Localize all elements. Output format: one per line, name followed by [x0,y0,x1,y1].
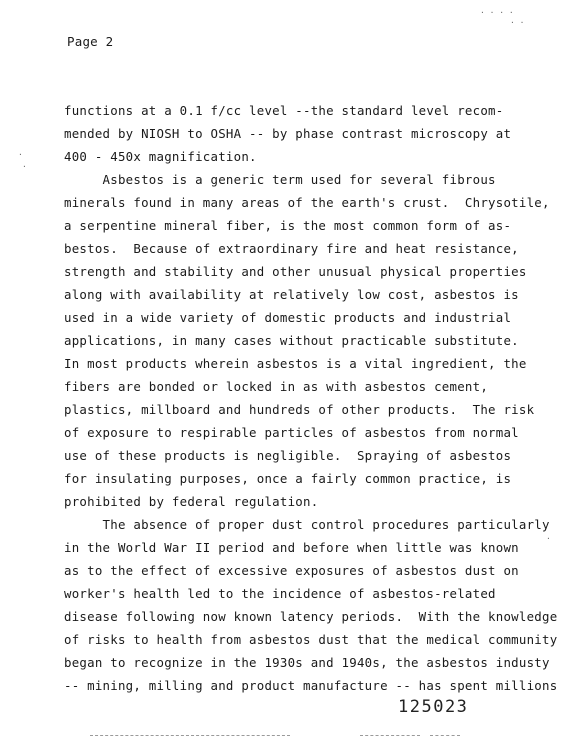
text-line: minerals found in many areas of the earth's crust. Chrysotile, [64,195,550,210]
text-line: 400 - 450x magnification. [64,149,257,164]
text-line: prohibited by federal regulation. [64,494,319,509]
body-text [64,99,558,697]
text-line: for insulating purposes, once a fairly common practice, is [64,471,512,486]
text-line: In most products wherein asbestos is a vital ingredient, the [64,356,527,371]
text-line: worker's health led to the incidence of asbestos-related [64,586,496,601]
text-line: Asbestos is a generic term used for several fibrous [64,172,496,187]
scan-bottom-rule-3 [430,735,460,736]
scan-speck-left-margin-2: · [22,162,27,171]
scan-bottom-rule [90,735,290,736]
scan-speck-left-margin: · [18,150,23,159]
text-line: The absence of proper dust control procedures particularly [64,517,550,532]
text-line: a serpentine mineral fiber, is the most common form of as- [64,218,512,233]
text-line: bestos. Because of extraordinary fire and heat resistance, [64,241,519,256]
text-line: of exposure to respirable particles of asbestos from normal [64,425,519,440]
scan-speck-right-margin: · [546,534,551,543]
text-line: as to the effect of excessive exposures of asbestos dust on [64,563,519,578]
text-line: -- mining, milling and product manufacture -- has spent millions [64,678,558,693]
page-number-label: Page 2 [67,34,114,49]
scan-bottom-rule-2 [360,735,420,736]
text-line: fibers are bonded or locked in as with asbestos cement, [64,379,489,394]
text-line: of risks to health from asbestos dust that the medical community [64,632,558,647]
text-line: mended by NIOSH to OSHA -- by phase contrast microscopy at [64,126,512,141]
text-line: began to recognize in the 1930s and 1940s, the asbestos industy [64,655,550,670]
document-id-stamp: 125023 [398,697,469,717]
text-line: strength and stability and other unusual physical properties [64,264,527,279]
scan-speck-top-right: · · · · [480,8,514,17]
text-line: used in a wide variety of domestic products and industrial [64,310,512,325]
scan-speck-top-right-2: · · [510,18,525,27]
text-line: disease following now known latency periods. With the knowledge [64,609,558,624]
text-line: use of these products is negligible. Spraying of asbestos [64,448,512,463]
text-line: along with availability at relatively low cost, asbestos is [64,287,519,302]
text-line: plastics, millboard and hundreds of other products. The risk [64,402,535,417]
text-line: applications, in many cases without practicable substitute. [64,333,519,348]
text-line: functions at a 0.1 f/cc level --the standard level recom- [64,103,504,118]
text-line: in the World War II period and before when little was known [64,540,519,555]
